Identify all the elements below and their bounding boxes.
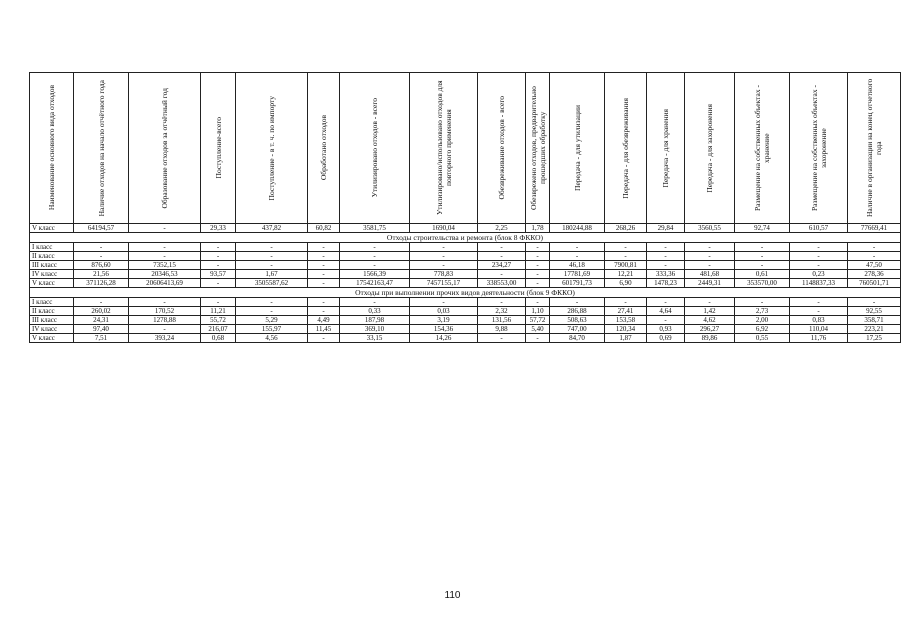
table-cell: - xyxy=(647,298,685,307)
table-cell: 153,58 xyxy=(605,316,647,325)
table-cell: 260,02 xyxy=(74,307,129,316)
column-header-label: Поступление-всего xyxy=(213,117,223,179)
table-cell: - xyxy=(201,279,236,288)
table-cell: - xyxy=(129,298,201,307)
table-cell: 0,03 xyxy=(410,307,478,316)
table-cell: - xyxy=(308,243,340,252)
table-cell: - xyxy=(129,224,201,233)
table-cell: - xyxy=(735,243,790,252)
table-cell: - xyxy=(735,298,790,307)
table-cell: 17542163,47 xyxy=(340,279,410,288)
section-title: Отходы строительства и ремонта (блок 8 ФККО) xyxy=(30,233,901,243)
table-cell: 0,68 xyxy=(201,334,236,343)
table-cell: - xyxy=(308,307,340,316)
table-cell: 0,69 xyxy=(647,334,685,343)
table-cell: - xyxy=(340,261,410,270)
row-label: IV класс xyxy=(30,270,74,279)
table-cell: - xyxy=(790,252,848,261)
table-cell: 760501,71 xyxy=(848,279,901,288)
table-cell: 170,52 xyxy=(129,307,201,316)
table-cell: - xyxy=(308,279,340,288)
table-cell: 77669,41 xyxy=(848,224,901,233)
table-cell: - xyxy=(647,252,685,261)
table-row xyxy=(30,334,901,343)
table-cell: - xyxy=(340,298,410,307)
table-row xyxy=(30,325,901,334)
table-cell: 1,78 xyxy=(526,224,550,233)
column-header xyxy=(74,73,129,224)
column-header-label: Размещение на собственных объектах - хранение xyxy=(753,85,771,211)
table-cell: 778,83 xyxy=(410,270,478,279)
table-cell: 1566,39 xyxy=(340,270,410,279)
column-header-label: Утилизировано отходов - всего xyxy=(370,98,379,198)
table-cell: 2,32 xyxy=(478,307,526,316)
column-header-label: Передача - для захоронения xyxy=(705,103,714,193)
table-cell: 20606413,69 xyxy=(129,279,201,288)
table-cell: 3560,55 xyxy=(685,224,735,233)
table-cell: 481,68 xyxy=(685,270,735,279)
table-cell: - xyxy=(236,261,308,270)
table-cell: 20346,53 xyxy=(129,270,201,279)
table-cell: 0,23 xyxy=(790,270,848,279)
table-row xyxy=(30,243,901,252)
table-cell: - xyxy=(685,298,735,307)
table-cell: 286,88 xyxy=(550,307,605,316)
table-cell: - xyxy=(526,279,550,288)
table-cell: - xyxy=(201,243,236,252)
table-cell: 9,88 xyxy=(478,325,526,334)
table-cell: 17781,69 xyxy=(550,270,605,279)
table-cell: 223,21 xyxy=(848,325,901,334)
table-cell: 29,84 xyxy=(647,224,685,233)
row-label: I класс xyxy=(30,298,74,307)
table-cell: 155,97 xyxy=(236,325,308,334)
table-cell: 7,51 xyxy=(74,334,129,343)
column-header-label: Образование отходов за отчётный год xyxy=(160,87,169,209)
table-cell: - xyxy=(478,252,526,261)
table-cell: - xyxy=(129,252,201,261)
table-cell: 17,25 xyxy=(848,334,901,343)
table-cell: - xyxy=(74,298,129,307)
row-label: V класс xyxy=(30,279,74,288)
table-cell: 1690,04 xyxy=(410,224,478,233)
table-cell: - xyxy=(308,270,340,279)
table-cell: 876,60 xyxy=(74,261,129,270)
table-cell: 0,55 xyxy=(735,334,790,343)
table-cell: 296,27 xyxy=(685,325,735,334)
table-cell: 1478,23 xyxy=(647,279,685,288)
table-cell: 93,57 xyxy=(201,270,236,279)
column-header xyxy=(848,73,901,224)
table-cell: - xyxy=(647,261,685,270)
table-cell: 4,62 xyxy=(685,316,735,325)
table-cell: 610,57 xyxy=(790,224,848,233)
column-header xyxy=(550,73,605,224)
table-cell: 7352,15 xyxy=(129,261,201,270)
table-cell: 437,82 xyxy=(236,224,308,233)
table-cell: 120,34 xyxy=(605,325,647,334)
table-cell: 278,36 xyxy=(848,270,901,279)
table-cell: - xyxy=(605,298,647,307)
table-cell: - xyxy=(74,243,129,252)
table-cell: - xyxy=(526,298,550,307)
column-header-label: Поступление - в т. ч. по импорту xyxy=(267,95,276,201)
table-cell: 64194,57 xyxy=(74,224,129,233)
table-cell: - xyxy=(647,243,685,252)
table-cell: 0,93 xyxy=(647,325,685,334)
table-row xyxy=(30,252,901,261)
table-cell: - xyxy=(308,298,340,307)
table-cell: - xyxy=(735,252,790,261)
column-header-label: Передача - для утилизации xyxy=(572,105,582,191)
column-header xyxy=(478,73,526,224)
table-row xyxy=(30,298,901,307)
table-cell: 338553,00 xyxy=(478,279,526,288)
table-cell: 601791,73 xyxy=(550,279,605,288)
table-cell: - xyxy=(848,298,901,307)
section-title-row xyxy=(30,233,901,243)
table-cell: 1,42 xyxy=(685,307,735,316)
column-header-label: Обезвреживание отходов - всего xyxy=(497,96,506,200)
column-header xyxy=(410,73,478,224)
table-cell: - xyxy=(526,252,550,261)
table-cell: - xyxy=(340,252,410,261)
table-cell: - xyxy=(526,261,550,270)
table-cell: - xyxy=(790,243,848,252)
table-cell: 2,25 xyxy=(478,224,526,233)
table-cell: - xyxy=(685,261,735,270)
row-label: V класс xyxy=(30,334,74,343)
table-cell: 1,87 xyxy=(605,334,647,343)
column-header-label: Утилизировано/использовано отходов для повторного применения xyxy=(434,80,453,216)
table-cell: - xyxy=(410,298,478,307)
column-header xyxy=(340,73,410,224)
table-cell: 747,00 xyxy=(550,325,605,334)
table-cell: 21,56 xyxy=(74,270,129,279)
table-cell: 353570,00 xyxy=(735,279,790,288)
table-cell: - xyxy=(236,298,308,307)
table-cell: 14,26 xyxy=(410,334,478,343)
table-cell: 2,00 xyxy=(735,316,790,325)
table-cell: 7900,81 xyxy=(605,261,647,270)
section-title-row xyxy=(30,288,901,298)
column-header xyxy=(30,73,74,224)
table-row xyxy=(30,307,901,316)
table-cell: 11,45 xyxy=(308,325,340,334)
table-cell: 234,27 xyxy=(478,261,526,270)
table-cell: - xyxy=(201,298,236,307)
column-header xyxy=(685,73,735,224)
table-cell: 33,15 xyxy=(340,334,410,343)
table-cell: 4,49 xyxy=(308,316,340,325)
table-cell: 3,19 xyxy=(410,316,478,325)
table-cell: 216,07 xyxy=(201,325,236,334)
table-row xyxy=(30,270,901,279)
column-header xyxy=(526,73,550,224)
table-cell: - xyxy=(735,261,790,270)
table-cell: - xyxy=(605,252,647,261)
table-cell: - xyxy=(74,252,129,261)
table-cell: - xyxy=(201,261,236,270)
table-cell: - xyxy=(790,307,848,316)
column-header-label: Наличие отходов на начало отчётного года xyxy=(96,79,106,217)
waste-statistics-table xyxy=(29,72,901,343)
table-cell: 1148837,33 xyxy=(790,279,848,288)
table-cell: 131,56 xyxy=(478,316,526,325)
table-cell: 1,10 xyxy=(526,307,550,316)
table-cell: 89,86 xyxy=(685,334,735,343)
row-label: II класс xyxy=(30,307,74,316)
table-cell: - xyxy=(790,261,848,270)
table-cell: 3505587,62 xyxy=(236,279,308,288)
table-cell: - xyxy=(410,243,478,252)
column-header-label: Размещение на собственных объектах - захоронение xyxy=(809,85,828,211)
column-header xyxy=(201,73,236,224)
column-header-label: Наименование основного вида отходов xyxy=(47,85,56,211)
table-cell: 6,92 xyxy=(735,325,790,334)
table-cell: - xyxy=(478,334,526,343)
table-cell: - xyxy=(308,252,340,261)
row-label: IV класс xyxy=(30,325,74,334)
table-cell: - xyxy=(201,252,236,261)
column-header xyxy=(129,73,201,224)
table-cell: - xyxy=(685,243,735,252)
table-cell: - xyxy=(550,243,605,252)
page-number: 110 xyxy=(444,590,461,601)
table-cell: 4,64 xyxy=(647,307,685,316)
table-cell: 180244,88 xyxy=(550,224,605,233)
table-cell: - xyxy=(236,307,308,316)
column-header xyxy=(236,73,308,224)
table-cell: - xyxy=(129,325,201,334)
table-cell: 2,73 xyxy=(735,307,790,316)
table-cell: - xyxy=(647,316,685,325)
table-cell: 3581,75 xyxy=(340,224,410,233)
table-cell: - xyxy=(526,243,550,252)
row-label: III класс xyxy=(30,261,74,270)
table-cell: - xyxy=(308,334,340,343)
table-cell: 92,55 xyxy=(848,307,901,316)
column-header-label: Передача - для обезвреживания xyxy=(621,97,630,199)
table-cell: 5,29 xyxy=(236,316,308,325)
table-cell: 11,21 xyxy=(201,307,236,316)
column-header xyxy=(735,73,790,224)
table-cell: 12,21 xyxy=(605,270,647,279)
table-cell: 6,90 xyxy=(605,279,647,288)
table-cell: 371126,28 xyxy=(74,279,129,288)
table-cell: 11,76 xyxy=(790,334,848,343)
table-cell: - xyxy=(236,243,308,252)
table-cell: - xyxy=(340,243,410,252)
row-label: III класс xyxy=(30,316,74,325)
table-cell: 4,56 xyxy=(236,334,308,343)
table-cell: 84,70 xyxy=(550,334,605,343)
table-cell: 55,72 xyxy=(201,316,236,325)
column-header-label: Наличие в организации на конец отчетного года xyxy=(865,78,883,218)
table-cell: 47,50 xyxy=(848,261,901,270)
row-label: II класс xyxy=(30,252,74,261)
table-row xyxy=(30,316,901,325)
column-header xyxy=(308,73,340,224)
table-cell: 57,72 xyxy=(526,316,550,325)
table-cell: - xyxy=(478,270,526,279)
table-cell: - xyxy=(236,252,308,261)
table-cell: 1278,88 xyxy=(129,316,201,325)
table-cell: 187,98 xyxy=(340,316,410,325)
table-cell: - xyxy=(550,252,605,261)
table-cell: 60,82 xyxy=(308,224,340,233)
table-cell: 2449,31 xyxy=(685,279,735,288)
table-cell: - xyxy=(410,252,478,261)
table-cell: - xyxy=(790,298,848,307)
table-cell: 154,36 xyxy=(410,325,478,334)
table-cell: 268,26 xyxy=(605,224,647,233)
table-row xyxy=(30,224,901,233)
table-cell: 7457155,17 xyxy=(410,279,478,288)
table-cell: 508,63 xyxy=(550,316,605,325)
table-cell: 97,40 xyxy=(74,325,129,334)
table-cell: 24,31 xyxy=(74,316,129,325)
table-cell: - xyxy=(848,252,901,261)
table-cell: 358,71 xyxy=(848,316,901,325)
table-cell: 27,41 xyxy=(605,307,647,316)
section-title: Отходы при выполнении прочих видов деятельности (блок 9 ФККО) xyxy=(30,288,901,298)
column-header xyxy=(647,73,685,224)
table-cell: - xyxy=(308,261,340,270)
table-cell: - xyxy=(550,298,605,307)
column-header-label: Обезврежено отходов, предварительно прошедших обработку xyxy=(528,86,547,210)
table-cell: 0,61 xyxy=(735,270,790,279)
table-cell: - xyxy=(478,243,526,252)
table-cell: 5,40 xyxy=(526,325,550,334)
table-cell: 46,18 xyxy=(550,261,605,270)
row-label: V класс xyxy=(30,224,74,233)
column-header-label: Обработано отходов xyxy=(319,115,328,181)
table-cell: - xyxy=(129,243,201,252)
table-body xyxy=(30,224,901,343)
table-cell: - xyxy=(526,270,550,279)
table-cell: 333,36 xyxy=(647,270,685,279)
table-cell: - xyxy=(848,243,901,252)
table-cell: - xyxy=(478,298,526,307)
table-cell: 92,74 xyxy=(735,224,790,233)
table-cell: 110,04 xyxy=(790,325,848,334)
column-header-label: Передача - для хранения xyxy=(661,108,670,188)
table-cell: 0,33 xyxy=(340,307,410,316)
table-cell: 1,67 xyxy=(236,270,308,279)
table-cell: - xyxy=(410,261,478,270)
table-cell: 0,83 xyxy=(790,316,848,325)
column-header xyxy=(790,73,848,224)
table-cell: - xyxy=(526,334,550,343)
table-cell: 393,24 xyxy=(129,334,201,343)
table-cell: 29,33 xyxy=(201,224,236,233)
row-label: I класс xyxy=(30,243,74,252)
table-row xyxy=(30,279,901,288)
table-cell: - xyxy=(685,252,735,261)
table-row xyxy=(30,261,901,270)
column-header xyxy=(605,73,647,224)
table-cell: 369,10 xyxy=(340,325,410,334)
table-cell: - xyxy=(605,243,647,252)
table-header-row xyxy=(30,73,901,224)
